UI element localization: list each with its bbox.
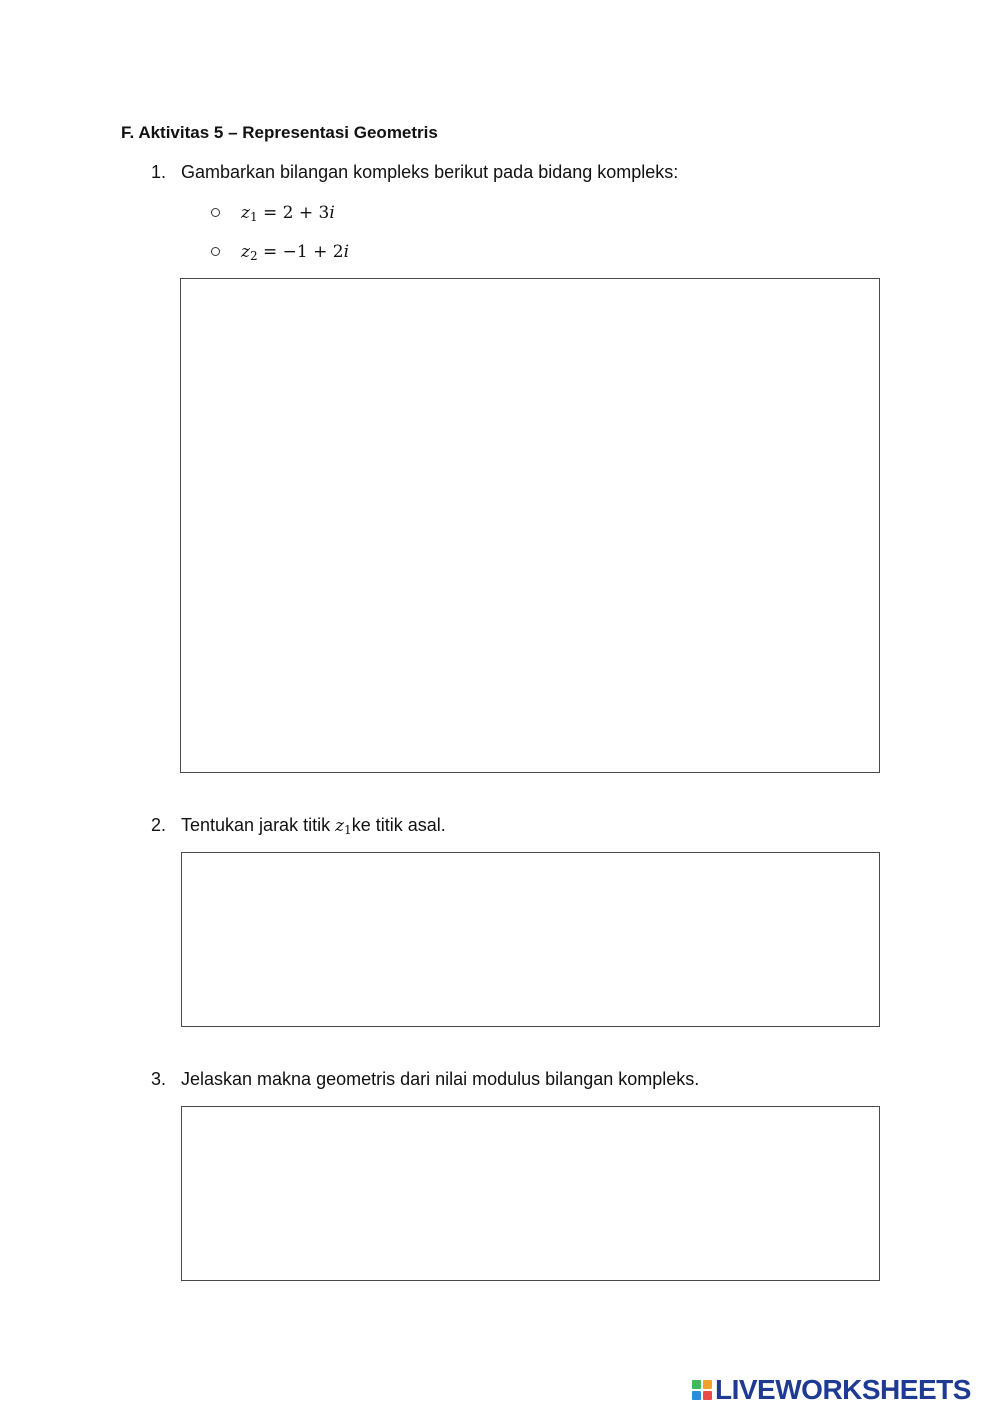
logo-square bbox=[703, 1380, 712, 1389]
circle-bullet-icon bbox=[211, 247, 220, 256]
list-item bbox=[211, 240, 349, 264]
question-text: Gambarkan bilangan kompleks berikut pada bidang kompleks: bbox=[181, 162, 679, 182]
answer-box-2[interactable] bbox=[181, 852, 880, 1027]
question-number: 3. bbox=[151, 1069, 167, 1089]
section-title: F. Aktivitas 5 – Representasi Geometris bbox=[121, 123, 438, 142]
question-2 bbox=[151, 813, 446, 838]
logo-square bbox=[692, 1380, 701, 1389]
equation-z1: $z_1 = 2 + 3i$ bbox=[241, 203, 335, 224]
question-3 bbox=[151, 1067, 699, 1091]
liveworksheets-logo-icon bbox=[692, 1380, 712, 1400]
logo-square bbox=[703, 1391, 712, 1400]
question-number: 2. bbox=[151, 815, 167, 835]
equation-z2: $z_2 = -1 + 2i$ bbox=[241, 242, 350, 263]
circle-bullet-icon bbox=[211, 208, 220, 217]
logo-text: LIVEWORKSHEETS bbox=[715, 1374, 971, 1405]
question-text: Tentukan jarak titik $z_1ke$ titik asal. bbox=[181, 815, 446, 837]
answer-box-3[interactable] bbox=[181, 1106, 880, 1281]
question-text: Jelaskan makna geometris dari nilai modulus bilangan kompleks. bbox=[181, 1069, 700, 1089]
question-1 bbox=[151, 160, 678, 184]
list-item bbox=[211, 201, 335, 225]
logo-square bbox=[692, 1391, 701, 1400]
question-number: 1. bbox=[151, 162, 167, 182]
liveworksheets-logo bbox=[692, 1374, 971, 1406]
answer-box-1[interactable] bbox=[180, 278, 880, 773]
